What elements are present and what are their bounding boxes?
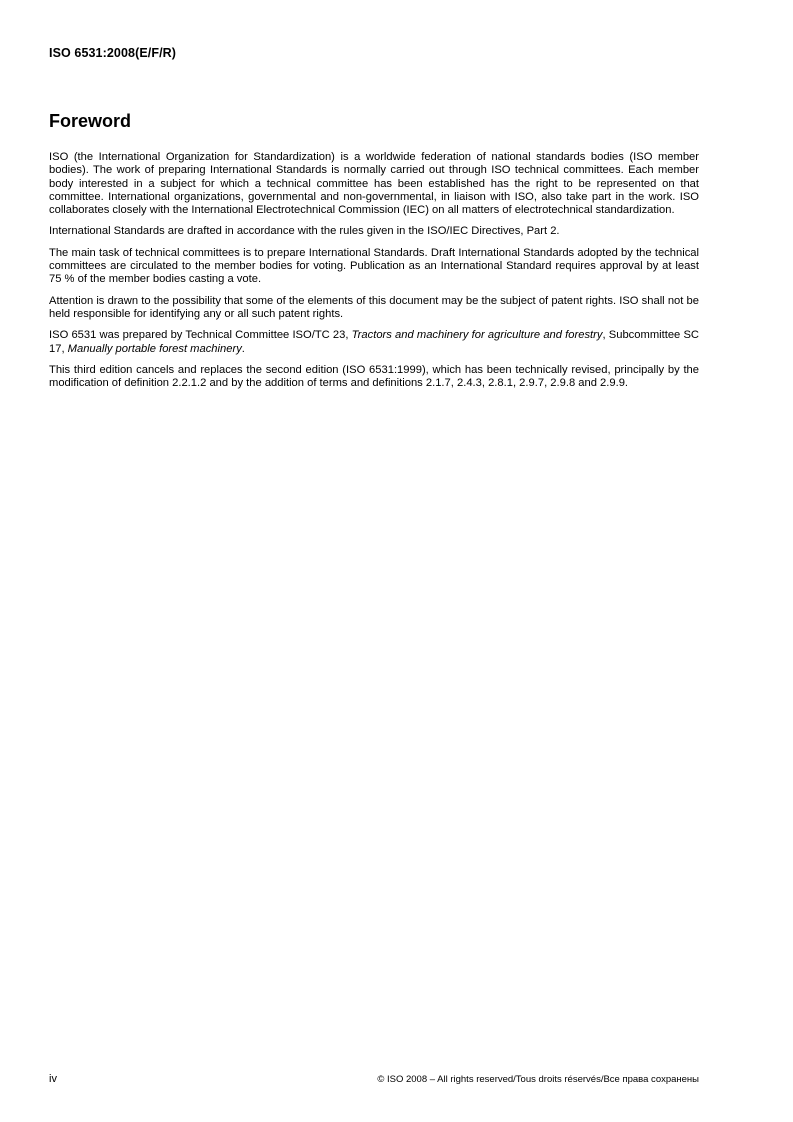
page-number: iv — [49, 1073, 57, 1085]
document-id-header: ISO 6531:2008(E/F/R) — [49, 46, 177, 60]
paragraph-patent-rights: Attention is drawn to the possibility that some of the elements of this document may be the subject of patent rights. ISO shall not be held responsible for identifying any or all such patent rights. — [49, 294, 699, 320]
foreword-title: Foreword — [49, 111, 132, 131]
copyright-notice: © ISO 2008 – All rights reserved/Tous droits réservés/Все права сохранены — [377, 1074, 699, 1085]
prepared-by-text-3: . — [241, 342, 245, 355]
prepared-by-text-2: , Subcommittee SC 17, — [49, 329, 700, 355]
committee-title-italic: Tractors and machinery for agriculture and forestry — [351, 329, 603, 342]
subcommittee-title-italic: Manually portable forest machinery — [67, 342, 242, 355]
foreword-body — [49, 151, 699, 398]
paragraph-committee-task: The main task of technical committees is to prepare International Standards. Draft International Standards adopted by the technical committees are circulated to the member bodies for voting. Publication as an International Standard requires approval by at least 75 % of the member bodies casting a vote. — [49, 246, 699, 286]
paragraph-edition-note: This third edition cancels and replaces the second edition (ISO 6531:1999), which has been technically revised, principally by the modification of definition 2.2.1.2 and by the addition of terms and definitions 2.1.7, 2.4.3, 2.8.1, 2.9.7, 2.9.8 and 2.9.9. — [49, 363, 699, 390]
prepared-by-text-1: ISO 6531 was prepared by Technical Committee ISO/TC 23, — [49, 329, 352, 342]
paragraph-directives: International Standards are drafted in accordance with the rules given in the ISO/IEC Directives, Part 2. — [49, 225, 560, 238]
paragraph-iso-overview: ISO (the International Organization for Standardization) is a worldwide federation of national standards bodies (ISO member bodies). The work of preparing International Standards is normally carried out through ISO technical committees. Each member body interested in a subject for which a technical committee has been established has the right to be represented on that committee. International organizations, governmental and non-governmental, in liaison with ISO, also take part in the work. ISO collaborates closely with the International Electrotechnical Commission (IEC) on all matters of electrotechnical standardization. — [49, 151, 699, 217]
paragraph-prepared-by — [49, 329, 699, 356]
